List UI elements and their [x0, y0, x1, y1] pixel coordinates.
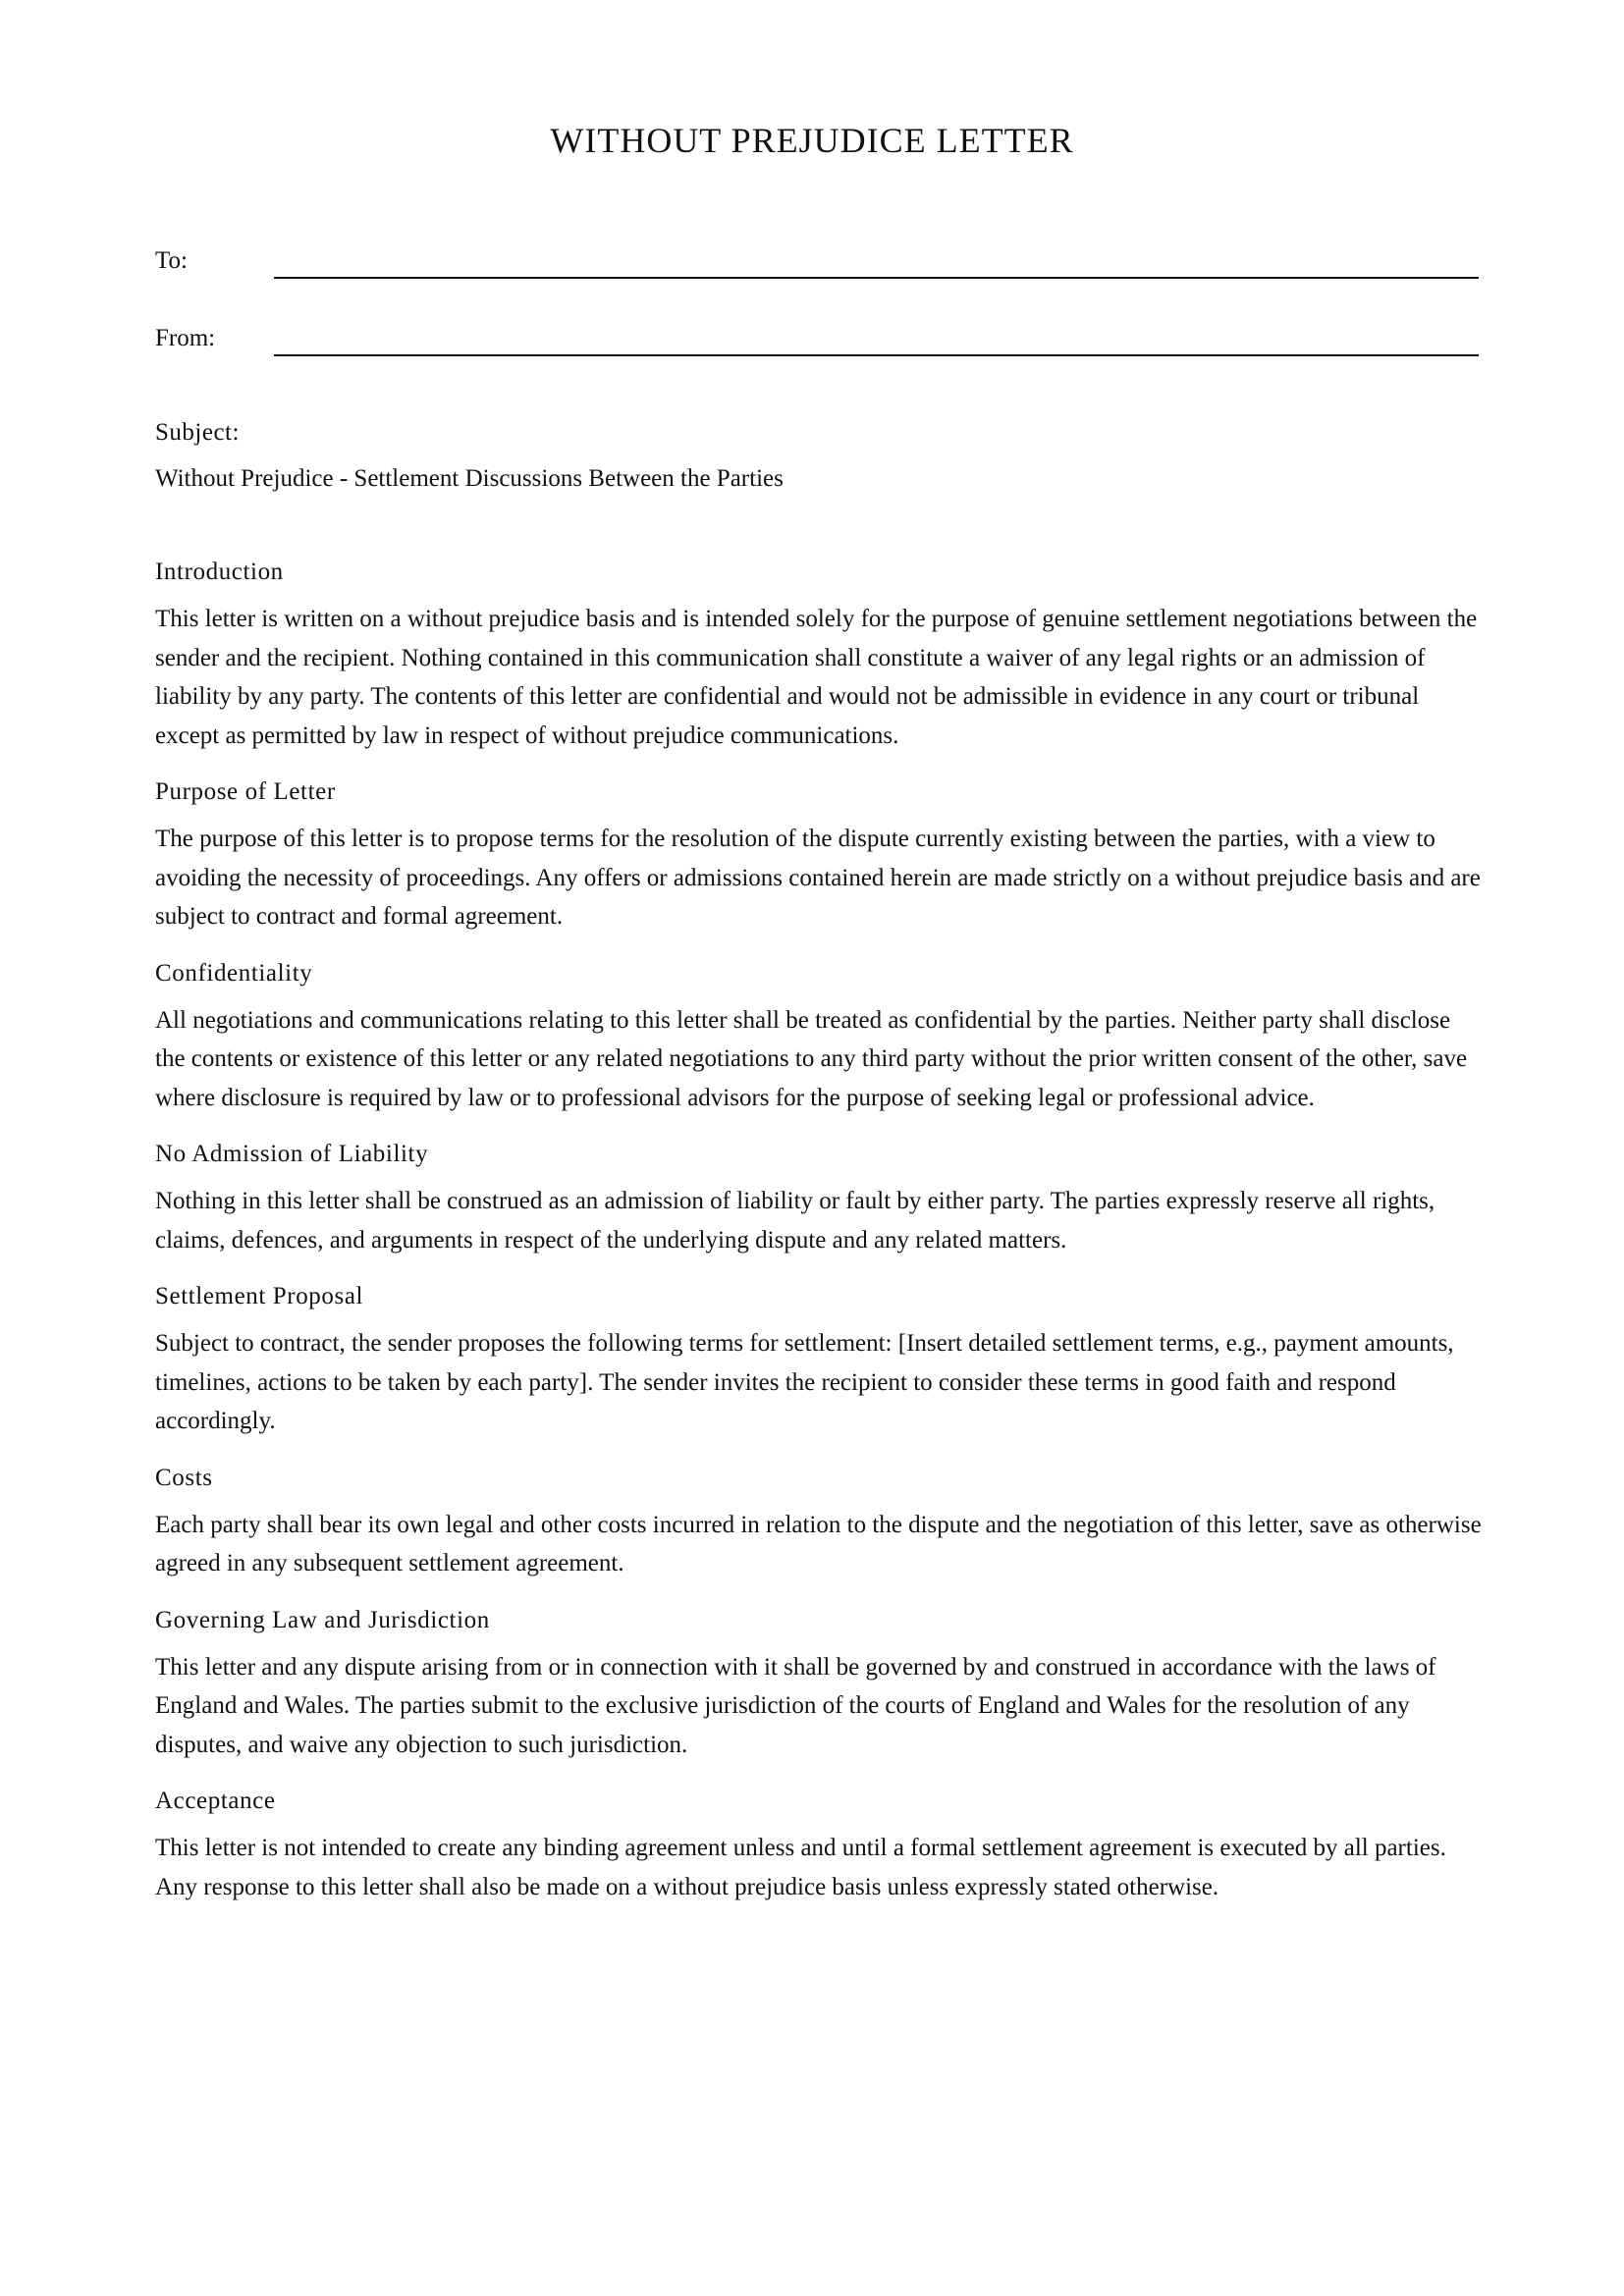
section-heading: Confidentiality	[155, 959, 313, 987]
section-settlement-proposal	[155, 1281, 1483, 1441]
from-blank-line[interactable]	[274, 354, 1479, 356]
section-costs	[155, 1463, 1483, 1583]
section-body: This letter is not intended to create any binding agreement unless and until a formal settlement agreement is executed by all parties. Any response to this letter shall also be made on a without prejudice basis unless expressly stated otherwise.	[155, 1835, 1446, 1900]
section-body: The purpose of this letter is to propose terms for the resolution of the dispute currently existing between the parties, with a view to avoiding the necessity of proceedings. Any offers or admissions contained herein are made strictly on a without prejudice basis and are subject to contract and formal agreement.	[155, 826, 1481, 930]
subject-label: Subject:	[155, 419, 240, 446]
document-title: WITHOUT PREJUDICE LETTER	[550, 121, 1074, 160]
section-heading: Introduction	[155, 559, 284, 585]
section-governing-law	[155, 1605, 1483, 1765]
section-body: Each party shall bear its own legal and other costs incurred in relation to the dispute and the negotiation of this letter, save as otherwise agreed in any subsequent settlement agreement.	[155, 1511, 1482, 1576]
subject-block	[155, 417, 1479, 495]
section-acceptance	[155, 1786, 1483, 1906]
section-body: All negotiations and communications relating to this letter shall be treated as confidential by the parties. Neither party shall disclose the contents or existence of this letter or any related negotiations to any third party without the prior written consent of the other, save where disclosure is required by law or to professional advisors for the purpose of seeking legal or professional advice.	[155, 1006, 1468, 1111]
from-field-row	[155, 319, 1479, 358]
from-label: From:	[155, 325, 216, 351]
section-heading: Governing Law and Jurisdiction	[155, 1606, 490, 1633]
to-field-row	[155, 241, 1479, 281]
section-heading: No Admission of Liability	[155, 1141, 429, 1167]
letter-sections	[155, 557, 1483, 1928]
section-heading: Purpose of Letter	[155, 778, 336, 805]
section-body: This letter and any dispute arising from or in connection with it shall be governed by and construed in accordance with the laws of England and Wales. The parties submit to the exclusive jurisdiction of the courts of England and Wales for the resolution of any disputes, and waive any objection to such jurisdiction.	[155, 1653, 1436, 1758]
section-confidentiality	[155, 958, 1483, 1118]
section-introduction	[155, 557, 1483, 755]
to-blank-line[interactable]	[274, 277, 1479, 279]
section-body: Nothing in this letter shall be construed as an admission of liability or fault by either party. The parties expressly reserve all rights, claims, defences, and arguments in respect of the underlying dispute and any related matters.	[155, 1188, 1435, 1254]
section-heading: Costs	[155, 1464, 213, 1491]
section-purpose-of-letter	[155, 776, 1483, 936]
section-body: This letter is written on a without prejudice basis and is intended solely for the purpose of genuine settlement negotiations between the sender and the recipient. Nothing contained in this communication shall constitute a waiver of any legal rights or an admission of liability by any party. The contents of this letter are confidential and would not be admissible in evidence in any court or tribunal except as permitted by law in respect of without prejudice communications.	[155, 606, 1478, 749]
to-label: To:	[155, 247, 188, 274]
subject-text: Without Prejudice - Settlement Discussions Between the Parties	[155, 465, 784, 492]
section-body: Subject to contract, the sender proposes the following terms for settlement: [Insert detailed settlement terms, e.g., payment amounts, timelines, actions to be taken by each party]. The sender invites the recipient to consider these terms in good faith and respond accordingly.	[155, 1330, 1454, 1434]
section-no-admission-of-liability	[155, 1139, 1483, 1259]
section-heading: Acceptance	[155, 1788, 276, 1814]
section-heading: Settlement Proposal	[155, 1283, 364, 1309]
